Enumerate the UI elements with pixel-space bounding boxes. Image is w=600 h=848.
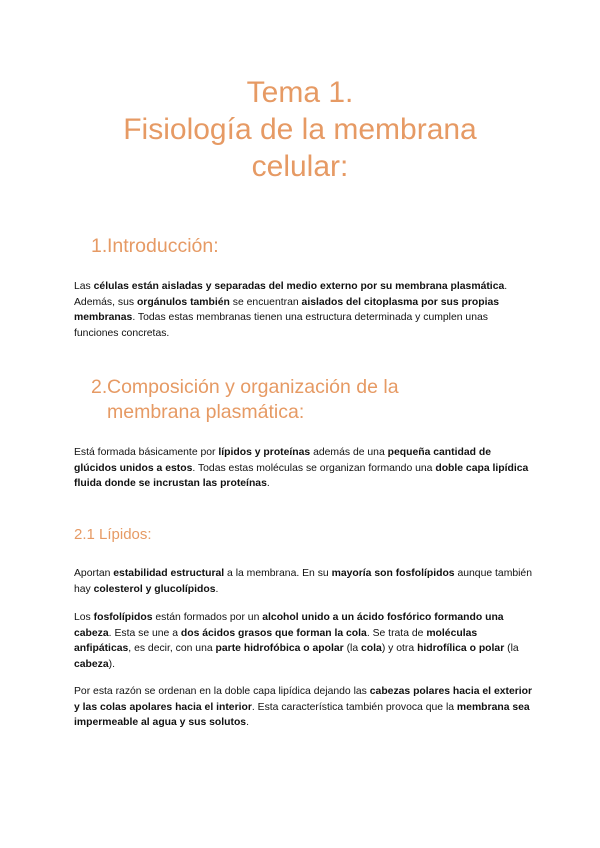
document-title bbox=[0, 74, 600, 185]
bold-text-run: alcohol unido a un ácido fosfórico formando una cabeza bbox=[74, 612, 504, 639]
bold-text-run: lípidos y proteínas bbox=[218, 447, 311, 458]
text-run: . Se trata de bbox=[366, 627, 427, 639]
bold-text-run: estabilidad estructural bbox=[113, 568, 225, 579]
paragraph-composicion bbox=[74, 445, 534, 492]
text-run: . bbox=[246, 717, 249, 729]
bold-text-run: doble capa lipídica fluida donde se incrustan las proteínas bbox=[74, 462, 529, 490]
paragraph-lipidos-1 bbox=[74, 566, 534, 597]
text-run: . Esta característica también provoca que la bbox=[251, 701, 457, 713]
bold-text-run: parte hidrofóbica o apolar bbox=[215, 643, 344, 655]
bold-text-run: dos ácidos grasos que forman la cola bbox=[180, 627, 367, 639]
paragraph-lipidos-3 bbox=[74, 684, 534, 731]
paragraph-introduccion bbox=[74, 279, 534, 341]
paragraph-lipidos-2 bbox=[74, 610, 534, 672]
bold-text-run: aislados del citoplasma por sus propias membranas bbox=[74, 296, 500, 324]
text-run: aunque también hay bbox=[74, 568, 532, 595]
text-run: están formados por un bbox=[152, 612, 263, 623]
section-title-line-1: Composición y organización de la bbox=[107, 376, 399, 398]
section-number: 2. bbox=[91, 376, 108, 398]
title-line-1: Tema 1. bbox=[246, 76, 354, 109]
text-run: , es decir, con una bbox=[128, 643, 216, 655]
bold-text-run: células están aisladas y separadas del medio externo por su membrana plasmática bbox=[93, 281, 505, 292]
section-title: Introducción: bbox=[107, 235, 219, 257]
title-line-3: celular: bbox=[251, 150, 349, 183]
text-run: ). bbox=[108, 658, 116, 670]
bold-text-run: mayoría son fosfolípidos bbox=[331, 568, 455, 579]
text-run: . Todas estas membranas tienen una estructura determinada y cumplen unas funciones concretas. bbox=[74, 312, 488, 339]
text-run: . bbox=[215, 583, 219, 595]
bold-text-run: colesterol y glucolípidos bbox=[93, 583, 216, 595]
text-run: (la bbox=[504, 643, 519, 655]
text-run: Los bbox=[74, 612, 94, 623]
bold-text-run: fosfolípidos bbox=[93, 612, 153, 623]
text-run: Aportan bbox=[74, 568, 114, 579]
bold-text-run: cola bbox=[361, 643, 382, 655]
section-number: 1. bbox=[91, 235, 108, 257]
text-run: . Además, sus bbox=[74, 281, 508, 308]
text-run: . Esta se une a bbox=[108, 627, 181, 639]
bold-text-run: cabeza bbox=[74, 658, 109, 670]
text-run: Las bbox=[74, 281, 94, 292]
bold-text-run: cabezas polares hacia el exterior y las colas apolares hacia el interior bbox=[74, 686, 533, 713]
text-run: . Todas estas moléculas se organizan formando una bbox=[192, 462, 436, 474]
bold-text-run: hidrofílica o polar bbox=[417, 643, 505, 655]
bold-text-run: membrana sea impermeable al agua y sus solutos bbox=[74, 701, 530, 729]
text-run: (la bbox=[343, 643, 362, 655]
text-run: se encuentran bbox=[229, 296, 302, 308]
text-run: . bbox=[266, 478, 270, 490]
bold-text-run: moléculas anfipáticas bbox=[74, 627, 478, 655]
bold-text-run: orgánulos también bbox=[136, 296, 230, 308]
text-run: Por esta razón se ordenan en la doble capa lipídica dejando las bbox=[74, 686, 370, 697]
text-run: Está formada básicamente por bbox=[74, 447, 219, 458]
section-title-line-2: membrana plasmática: bbox=[107, 401, 305, 423]
bold-text-run: pequeña cantidad de glúcidos unidos a estos bbox=[74, 447, 491, 474]
title-line-2: Fisiología de la membrana bbox=[123, 113, 477, 146]
text-run: a la membrana. En su bbox=[224, 568, 332, 579]
subsection-heading-lipidos: 2.1 Lípidos: bbox=[74, 526, 152, 543]
text-run: ) y otra bbox=[381, 643, 418, 655]
text-run: además de una bbox=[310, 447, 388, 458]
